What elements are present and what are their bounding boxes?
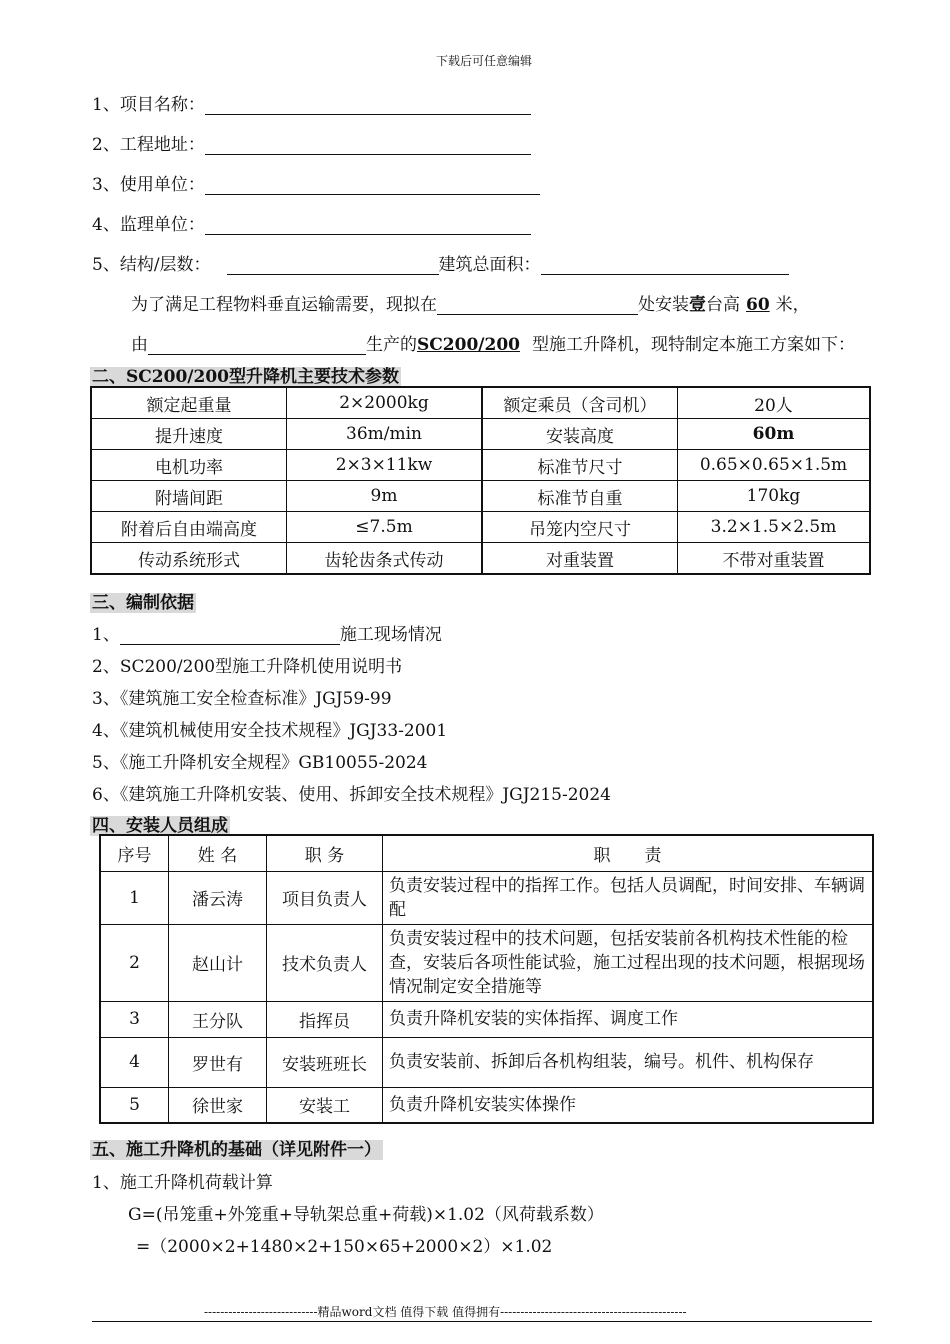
row-role: 指挥员 xyxy=(267,1001,383,1037)
field-supervisor xyxy=(92,210,531,235)
row-no: 2 xyxy=(100,924,169,1001)
row-duty: 负责安装过程中的指挥工作。包括人员调配，时间安排、车辆调配 xyxy=(383,871,874,924)
param-value: ≤7.5m xyxy=(287,512,483,543)
section-4-title xyxy=(90,811,230,836)
formula-line-1: G=(吊笼重+外笼重+导轨架总重+荷载)×1.02（风荷载系数） xyxy=(128,1205,604,1225)
param-value: 20人 xyxy=(678,387,871,419)
table-row xyxy=(91,481,870,512)
row-name: 徐世家 xyxy=(169,1087,267,1123)
manufacturer-blank[interactable] xyxy=(148,336,366,355)
page-footer: ----------------------------精品word文档 值得下载 值得拥有---------------------------------------------- xyxy=(204,1305,687,1319)
param-label: 额定乘员（含司机） xyxy=(482,387,678,419)
row-duty: 负责安装过程中的技术问题，包括安装前各机构技术性能的检查，安装后各项性能试验，施工过程出现的技术问题，根据现场情况制定安全措施等 xyxy=(383,924,874,1001)
basis-item: 6、《建筑施工升降机安装、使用、拆卸安全技术规程》JGJ215-2024 xyxy=(92,785,611,805)
col-header: 职 务 xyxy=(267,835,383,871)
section-5-title-text: 五、施工升降机的基础（详见附件一） xyxy=(92,1140,381,1160)
table-row xyxy=(91,419,870,450)
row-duty: 负责升降机安装的实体指挥、调度工作 xyxy=(383,1001,874,1037)
table-row xyxy=(100,1087,873,1123)
row-duty: 负责安装前、拆卸后各机构组装，编号。机件、机构保存 xyxy=(383,1037,874,1087)
intro-line-2 xyxy=(131,330,855,355)
param-label: 电机功率 xyxy=(91,450,287,481)
page-header: 下载后可任意编辑 xyxy=(436,54,533,68)
load-calc-item: 1、施工升降机荷载计算 xyxy=(92,1173,273,1193)
row-no: 5 xyxy=(100,1087,169,1123)
param-value: 60m xyxy=(678,419,871,450)
field-structure xyxy=(92,250,789,275)
intro2-mid: 生产的 xyxy=(366,335,417,355)
basis-item-1 xyxy=(92,620,442,645)
table-row xyxy=(91,387,870,419)
intro1-suffix: 米， xyxy=(775,295,810,315)
basis-text: 施工现场情况 xyxy=(339,625,442,645)
area-blank[interactable] xyxy=(541,256,789,275)
basis-item: 3、《建筑施工安全检查标准》JGJ59-99 xyxy=(92,689,392,709)
user-unit-blank[interactable] xyxy=(205,176,540,195)
footer-rule xyxy=(92,1321,872,1322)
param-label: 额定起重量 xyxy=(91,387,287,419)
param-label: 标准节尺寸 xyxy=(482,450,678,481)
table-row xyxy=(91,543,870,575)
intro2-suffix: 型施工升降机，现特制定本施工方案如下： xyxy=(532,335,855,355)
field-user-unit xyxy=(92,170,540,195)
intro1-mid2: 台高 xyxy=(706,295,740,315)
intro1-mid1: 处安装 xyxy=(638,295,689,315)
row-role: 安装班班长 xyxy=(267,1037,383,1087)
basis-item: 5、《施工升降机安全规程》GB10055-2024 xyxy=(92,753,428,773)
table-row xyxy=(100,871,873,924)
structure-blank[interactable] xyxy=(227,256,439,275)
param-value: 不带对重装置 xyxy=(678,543,871,575)
address-blank[interactable] xyxy=(205,136,531,155)
row-name: 罗世有 xyxy=(169,1037,267,1087)
param-label: 安装高度 xyxy=(482,419,678,450)
row-duty: 负责升降机安装实体操作 xyxy=(383,1087,874,1123)
field-address xyxy=(92,130,531,155)
basis-item: 4、《建筑机械使用安全技术规程》JGJ33-2001 xyxy=(92,721,448,741)
row-name: 王分队 xyxy=(169,1001,267,1037)
intro2-prefix: 由 xyxy=(131,335,148,355)
formula-line-2: =（2000×2+1480×2+150×65+2000×2）×1.02 xyxy=(136,1237,553,1257)
table-header-row xyxy=(100,835,873,871)
section-3-title-text: 三、编制依据 xyxy=(92,593,194,613)
field-num: 4、 xyxy=(92,215,120,235)
row-role: 安装工 xyxy=(267,1087,383,1123)
params-table xyxy=(90,386,871,575)
param-label: 对重装置 xyxy=(482,543,678,575)
basis-num: 1、 xyxy=(92,625,120,645)
row-name: 赵山计 xyxy=(169,924,267,1001)
param-value: 2×3×11kw xyxy=(287,450,483,481)
field-project-name xyxy=(92,90,531,115)
row-role: 项目负责人 xyxy=(267,871,383,924)
project-name-blank[interactable] xyxy=(205,96,531,115)
table-row xyxy=(100,1037,873,1087)
area-label: 建筑总面积： xyxy=(438,255,541,275)
field-label: 监理单位： xyxy=(119,215,205,235)
location-blank[interactable] xyxy=(437,296,638,315)
field-label: 使用单位： xyxy=(119,175,205,195)
field-num: 3、 xyxy=(92,175,120,195)
intro-line-1 xyxy=(131,290,810,315)
param-value: 齿轮齿条式传动 xyxy=(287,543,483,575)
row-no: 1 xyxy=(100,871,169,924)
field-label: 工程地址： xyxy=(119,135,205,155)
param-label: 附墙间距 xyxy=(91,481,287,512)
basis-item: 2、SC200/200型施工升降机使用说明书 xyxy=(92,657,403,677)
section-2-title-text: 二、SC200/200型升降机主要技术参数 xyxy=(92,367,399,387)
section-5-title xyxy=(90,1135,383,1160)
param-label: 传动系统形式 xyxy=(91,543,287,575)
supervisor-blank[interactable] xyxy=(205,216,531,235)
site-blank[interactable] xyxy=(120,626,340,645)
field-label: 项目名称： xyxy=(119,95,205,115)
param-value: 2×2000kg xyxy=(287,387,483,419)
param-value: 3.2×1.5×2.5m xyxy=(678,512,871,543)
param-label: 吊笼内空尺寸 xyxy=(482,512,678,543)
table-row xyxy=(100,924,873,1001)
section-2-title xyxy=(90,362,401,387)
intro1-prefix: 为了满足工程物料垂直运输需要，现拟在 xyxy=(131,295,437,315)
table-row xyxy=(91,450,870,481)
row-no: 4 xyxy=(100,1037,169,1087)
param-value: 36m/min xyxy=(287,419,483,450)
param-value: 170kg xyxy=(678,481,871,512)
staff-table xyxy=(99,834,874,1124)
section-3-title xyxy=(90,588,196,613)
section-4-title-text: 四、安装人员组成 xyxy=(92,816,228,836)
param-label: 标准节自重 xyxy=(482,481,678,512)
col-header: 职 责 xyxy=(383,835,874,871)
param-value: 9m xyxy=(287,481,483,512)
param-value: 0.65×0.65×1.5m xyxy=(678,450,871,481)
intro2-model: SC200/200 xyxy=(417,335,520,355)
col-header: 序号 xyxy=(100,835,169,871)
intro1-height: 60 xyxy=(746,295,770,315)
row-no: 3 xyxy=(100,1001,169,1037)
field-num: 1、 xyxy=(92,95,120,115)
row-role: 技术负责人 xyxy=(267,924,383,1001)
intro1-count: 壹 xyxy=(689,295,706,315)
row-name: 潘云涛 xyxy=(169,871,267,924)
table-row xyxy=(91,512,870,543)
structure-label: 5、结构/层数： xyxy=(92,255,211,275)
param-label: 提升速度 xyxy=(91,419,287,450)
table-row xyxy=(100,1001,873,1037)
param-label: 附着后自由端高度 xyxy=(91,512,287,543)
col-header: 姓 名 xyxy=(169,835,267,871)
field-num: 2、 xyxy=(92,135,120,155)
